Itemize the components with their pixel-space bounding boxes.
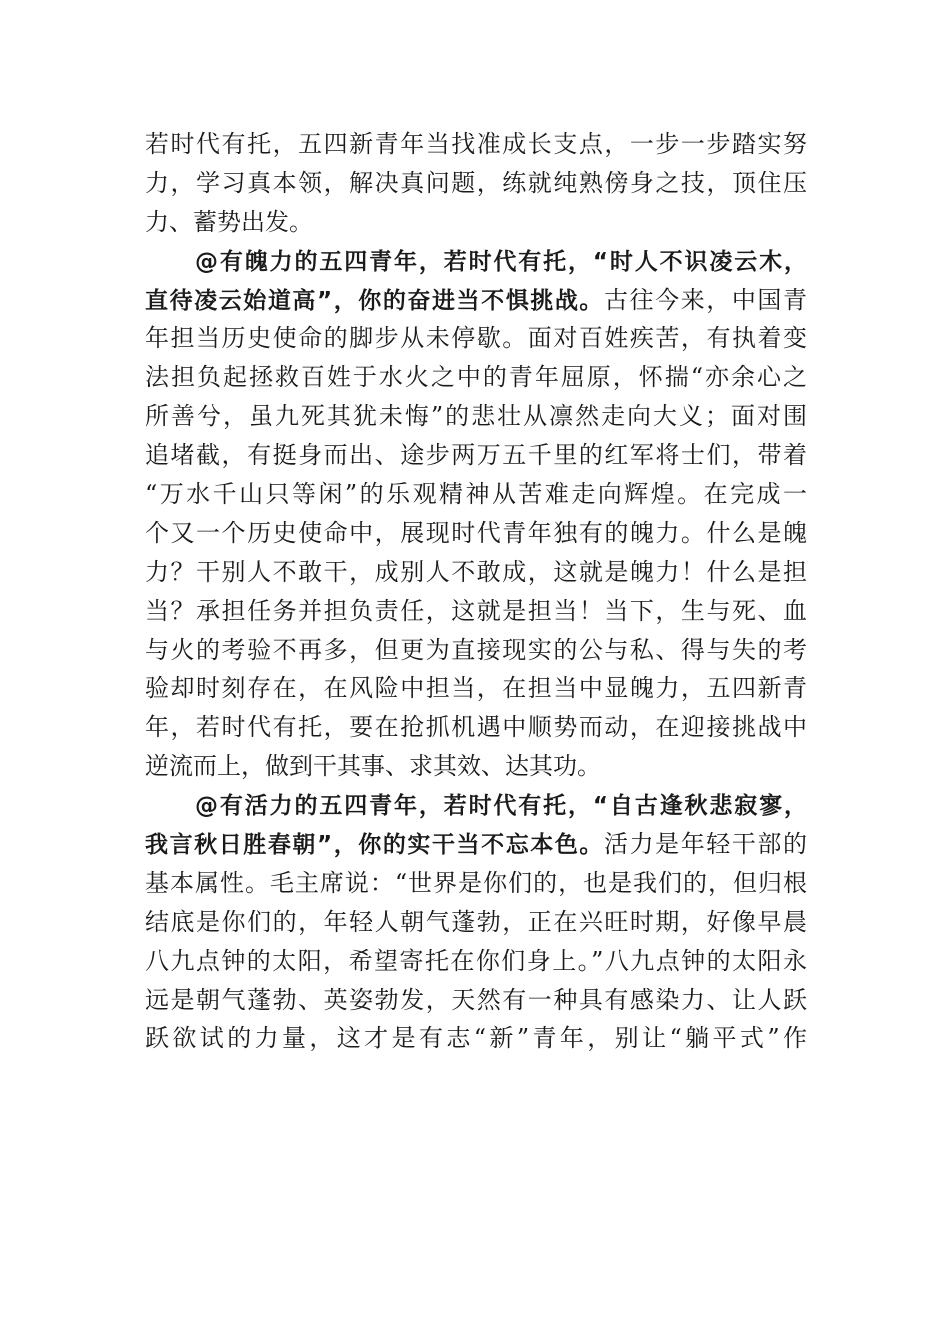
bold-heading-text: @有魄力的五四青年，若时代有托，“时人不识凌云木， <box>195 248 807 275</box>
heading-line <box>145 825 807 864</box>
text-line <box>145 164 807 203</box>
text-line <box>145 942 807 981</box>
paragraph-1 <box>145 125 807 242</box>
heading-line <box>145 281 807 320</box>
line-text: 活力是年轻干部的 <box>604 830 808 859</box>
text-line <box>145 747 807 786</box>
paragraph-3 <box>145 786 807 1058</box>
line-text: 当？承担任务并担负责任，这就是担当！当下，生与死、血 <box>145 596 807 625</box>
text-line <box>145 475 807 514</box>
bold-heading-text: @有活力的五四青年，若时代有托，“自古逢秋悲寂寥， <box>195 793 807 820</box>
text-line <box>145 864 807 903</box>
line-text: 远是朝气蓬勃、英姿勃发，天然有一种具有感染力、让人跃 <box>145 985 807 1014</box>
line-text: 基本属性。毛主席说：“世界是你们的，也是我们的，但归根 <box>145 868 807 897</box>
text-line <box>145 553 807 592</box>
line-text: 结底是你们的，年轻人朝气蓬勃，正在兴旺时期，好像早晨 <box>145 907 807 936</box>
text-line <box>145 631 807 670</box>
paragraph-2 <box>145 242 807 786</box>
bold-heading-text: 直待凌云始道高”，你的奋进当不惧挑战。 <box>145 287 604 314</box>
line-text: 逆流而上，做到干其事、求其效、达其功。 <box>145 752 601 781</box>
text-line <box>145 358 807 397</box>
heading-line <box>145 242 807 281</box>
line-text: 所善兮，虽九死其犹未悔”的悲壮从凛然走向大义；面对围 <box>145 402 807 431</box>
line-text: 力？干别人不敢干，成别人不敢成，这就是魄力！什么是担 <box>145 557 807 586</box>
line-text: 个又一个历史使命中，展现时代青年独有的魄力。什么是魄 <box>145 518 807 547</box>
text-line <box>145 669 807 708</box>
heading-line <box>145 786 807 825</box>
text-line <box>145 436 807 475</box>
line-text: 跃欲试的力量，这才是有志“新”青年，别让“躺平式”作 <box>145 1024 807 1053</box>
line-text: 力，学习真本领，解决真问题，练就纯熟傍身之技，顶住压 <box>145 168 807 197</box>
text-line <box>145 397 807 436</box>
document-page <box>145 125 807 1058</box>
line-text: 验却时刻存在，在风险中担当，在担当中显魄力，五四新青 <box>145 674 807 703</box>
text-line <box>145 319 807 358</box>
bold-heading-text: 我言秋日胜春朝”，你的实干当不忘本色。 <box>145 832 604 859</box>
text-line <box>145 514 807 553</box>
line-text: 古往今来，中国青 <box>604 285 808 314</box>
line-text: “万水千山只等闲”的乐观精神从苦难走向辉煌。在完成一 <box>145 480 807 509</box>
text-line <box>145 125 807 164</box>
text-line <box>145 203 807 242</box>
text-line <box>145 981 807 1020</box>
text-line <box>145 592 807 631</box>
line-text: 年，若时代有托，要在抢抓机遇中顺势而动，在迎接挑战中 <box>145 713 807 742</box>
line-text: 追堵截，有挺身而出、途步两万五千里的红军将士们，带着 <box>145 441 807 470</box>
text-line <box>145 708 807 747</box>
line-text: 与火的考验不再多，但更为直接现实的公与私、得与失的考 <box>145 635 807 664</box>
line-text: 法担负起拯救百姓于水火之中的青年屈原，怀揣“亦余心之 <box>145 363 807 392</box>
text-line <box>145 1019 807 1058</box>
line-text: 若时代有托，五四新青年当找准成长支点，一步一步踏实努 <box>145 130 807 158</box>
line-text: 力、蓄势出发。 <box>145 207 313 236</box>
text-line <box>145 903 807 942</box>
line-text: 年担当历史使命的脚步从未停歇。面对百姓疾苦，有执着变 <box>145 324 807 353</box>
line-text: 八九点钟的太阳，希望寄托在你们身上。”八九点钟的太阳永 <box>145 946 807 975</box>
